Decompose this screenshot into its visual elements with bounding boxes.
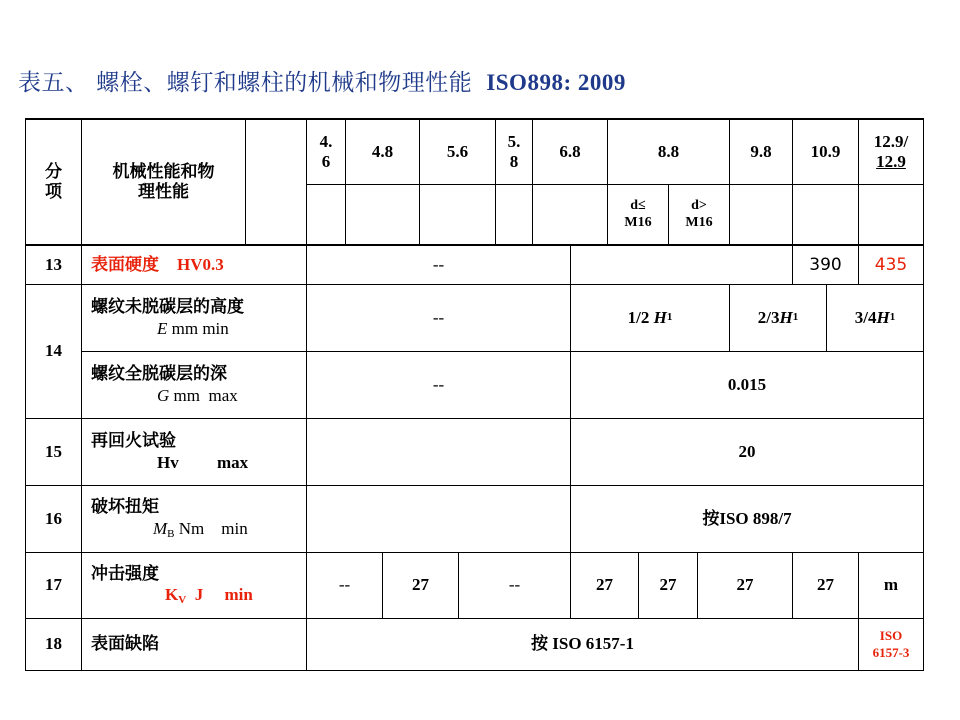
row-18-value-prefix: 按: [531, 634, 549, 655]
row-16-unit-sub: B: [167, 527, 175, 540]
subheader-blank-8: [858, 184, 924, 245]
row-13-value-12-9: 435: [858, 244, 924, 285]
row-15-property: [81, 418, 307, 486]
row-17-value-8: m: [858, 552, 924, 619]
row-17-value-6: 27: [697, 552, 793, 619]
row-17-value-2: 27: [382, 552, 459, 619]
header-item: 分 项: [25, 118, 82, 245]
row-17-value-5: 27: [638, 552, 698, 619]
row-14-half-sub: 1: [666, 311, 673, 324]
row-17-property: [81, 552, 307, 619]
header-grade-5-6: 5.6: [419, 118, 496, 185]
header-grade-6-8: 6.8: [532, 118, 608, 185]
row-16-unit-rest: Nm min: [174, 518, 248, 538]
row-17-value-1: --: [306, 552, 383, 619]
row-17-unit-k: K: [165, 585, 179, 605]
subheader-blank-6: [729, 184, 793, 245]
row-18-iso-line2: 6157-3: [872, 644, 910, 660]
row-14-twothird-text: 2/3: [757, 307, 780, 327]
grade-12-9-line2: 12.9: [876, 152, 906, 171]
subheader-d-gt-m16: d> M16: [668, 184, 730, 245]
subheader-blank-1: [306, 184, 346, 245]
row-14-a-property-unit: [91, 319, 229, 339]
header-grade-5-8: 5. 8: [495, 118, 533, 185]
row-18-num: 18: [25, 618, 82, 671]
row-14-a-unit-var: E: [157, 318, 168, 338]
row-16-property: [81, 485, 307, 553]
header-blank: [245, 118, 307, 245]
subheader-blank-7: [792, 184, 859, 245]
row-13-property-zh: 表面硬度: [91, 254, 159, 275]
row-14-threequarter-h: H: [876, 307, 890, 327]
row-14-num: 14: [25, 284, 82, 419]
row-14-twothird-h: H: [779, 307, 793, 327]
row-17-value-3: --: [458, 552, 571, 619]
row-16-value: [570, 485, 924, 553]
title-text: 表五、 螺栓、螺钉和螺柱的机械和物理性能: [18, 70, 473, 96]
row-13-blank: [570, 244, 793, 285]
subheader-d-le-m16: d≤ M16: [607, 184, 669, 245]
row-13-value-10-9: 390: [792, 244, 859, 285]
row-15-value: 20: [570, 418, 924, 486]
row-14-b-property-zh: 螺纹全脱碳层的深: [91, 364, 227, 385]
row-17-value-7: 27: [792, 552, 859, 619]
row-14-a-unit-rest: mm min: [167, 318, 229, 338]
subheader-blank-5: [532, 184, 608, 245]
row-14-b-unit-rest: mm max: [169, 385, 238, 405]
row-18-iso-line1: ISO: [879, 627, 903, 643]
row-14-half-text: 1/2: [627, 307, 654, 327]
row-14-a-value-threequarter: [826, 284, 924, 352]
row-16-value-prefix: 按: [702, 508, 720, 529]
grade-12-9-line1: 12.9/: [873, 131, 909, 151]
row-17-num: 17: [25, 552, 82, 619]
row-18-value: [306, 618, 859, 671]
row-18-property: 表面缺陷: [81, 618, 307, 671]
subheader-blank-3: [419, 184, 496, 245]
header-grade-4-6: 4. 6: [306, 118, 346, 185]
row-15-blank: [306, 418, 571, 486]
row-17-value-4: 27: [570, 552, 639, 619]
row-15-property-zh: 再回火试验: [91, 431, 176, 452]
row-13-property: [81, 244, 307, 285]
header-grade-4-8: 4.8: [345, 118, 420, 185]
subheader-blank-2: [345, 184, 420, 245]
row-18-value-rest: ISO 6157-1: [548, 634, 634, 654]
row-13-num: 13: [25, 244, 82, 285]
row-14-half-h: H: [653, 307, 667, 327]
row-16-unit-var: M: [153, 518, 168, 538]
row-18-value-12-9: [858, 618, 924, 671]
row-14-a-property: [81, 284, 307, 352]
row-17-unit-rest: J min: [186, 585, 253, 605]
row-14-a-value-twothird: [729, 284, 827, 352]
title-standard: ISO898: 2009: [486, 70, 626, 95]
header-grade-8-8: 8.8: [607, 118, 730, 185]
row-13-dash: --: [306, 244, 571, 285]
row-17-unit-sub: V: [178, 594, 187, 607]
row-16-property-zh: 破坏扭矩: [91, 497, 159, 518]
row-14-twothird-sub: 1: [792, 311, 799, 324]
header-grade-12-9: [858, 118, 924, 185]
row-14-a-dash: --: [306, 284, 571, 352]
row-16-num: 16: [25, 485, 82, 553]
row-15-num: 15: [25, 418, 82, 486]
row-16-blank: [306, 485, 571, 553]
row-14-b-value: 0.015: [570, 351, 924, 419]
row-14-a-property-zh: 螺纹未脱碳层的高度: [91, 297, 244, 318]
header-property: 机械性能和物 理性能: [81, 118, 246, 245]
header-grade-10-9: 10.9: [792, 118, 859, 185]
row-14-b-property: [81, 351, 307, 419]
row-14-threequarter-sub: 1: [889, 311, 896, 324]
row-16-property-unit: [91, 519, 248, 541]
row-13-property-unit: HV0.3: [177, 254, 224, 274]
header-grade-9-8: 9.8: [729, 118, 793, 185]
row-14-threequarter-text: 3/4: [854, 307, 877, 327]
row-14-b-property-unit: [91, 386, 238, 406]
row-17-property-zh: 冲击强度: [91, 563, 159, 584]
row-16-value-rest: ISO 898/7: [719, 508, 792, 528]
subheader-blank-4: [495, 184, 533, 245]
row-14-a-value-half: [570, 284, 730, 352]
row-17-property-unit: [91, 585, 253, 607]
row-15-property-unit: Hv max: [157, 452, 249, 472]
page-title: [18, 64, 626, 97]
row-14-b-unit-var: G: [157, 385, 170, 405]
row-14-b-dash: --: [306, 351, 571, 419]
